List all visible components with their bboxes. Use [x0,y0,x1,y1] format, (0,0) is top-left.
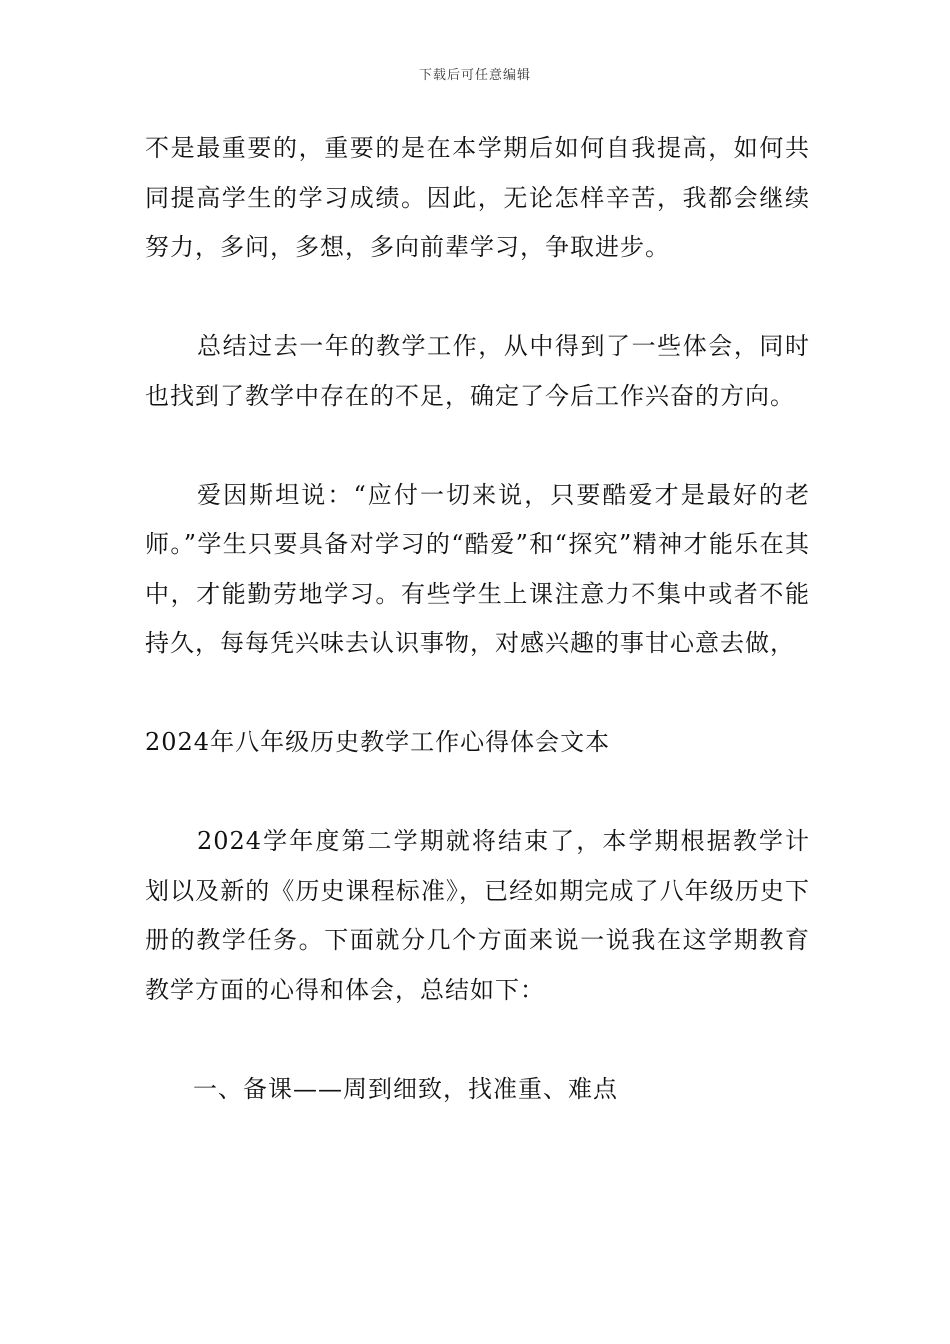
document-title: 2024年八年级历史教学工作心得体会文本 [145,728,611,756]
paragraph-continuation: 不是最重要的，重要的是在本学期后如何自我提高，如何共同提高学生的学习成绩。因此，无论怎样辛苦，我都会继续努力，多问，多想，多向前辈学习，争取进步。 [145,134,810,261]
document-body [145,124,810,1114]
section-heading-lesson-prep: 一、备课——周到细致，找准重、难点 [193,1074,618,1103]
page-header: 下载后可任意编辑 [418,68,531,83]
paragraph-summary: 总结过去一年的教学工作，从中得到了一些体会，同时也找到了教学中存在的不足，确定了今后工作兴奋的方向。 [145,332,810,410]
paragraph-einstein-quote: 爱因斯坦说：“应付一切来说，只要酷爱才是最好的老师。”学生只要具备对学习的“酷爱”和“探究”精神才能乐在其中，才能勤劳地学习。有些学生上课注意力不集中或者不能持久，每每凭兴味去认识事物，对感兴趣的事甘心意去做， [145,480,810,657]
paragraph-intro: 2024学年度第二学期就将结束了，本学期根据教学计划以及新的《历史课程标准》，已经如期完成了八年级历史下册的教学任务。下面就分几个方面来说一说我在这学期教育教学方面的心得和体会，总结如下： [145,827,810,1004]
